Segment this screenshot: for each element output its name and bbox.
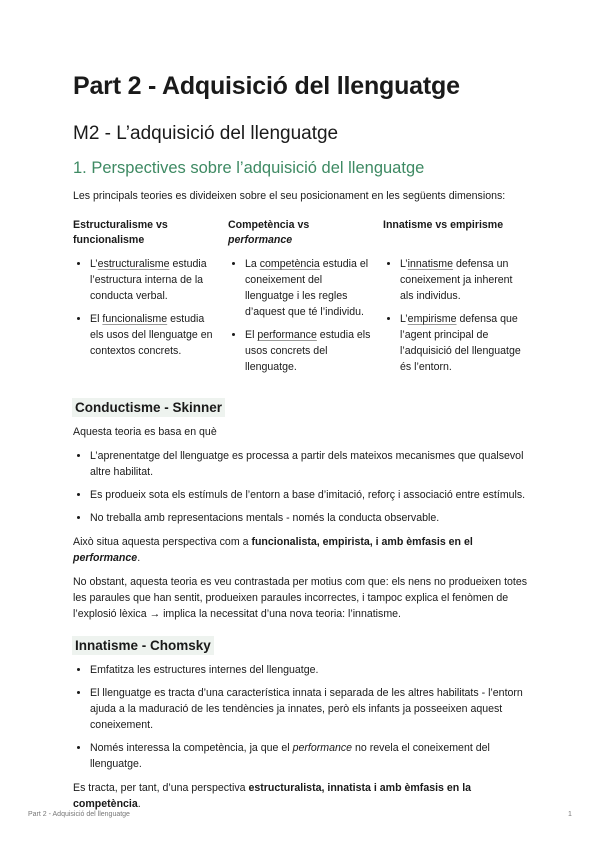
list-item: • El funcionalisme estudia els usos del llenguatge en contextos concrets. [90,311,218,359]
module-title: M2 - L’adquisició del llenguatge [73,123,339,144]
paragraph: Aquesta teoria es basa en què [73,426,217,438]
paragraph: No obstant, aquesta teoria es veu contrastada per motius com que: els nens no produeixen totes les paraules que han sentit, produeixen paraules incorrectes, i tampoc explica el fenòmen de l’explosió lèxica → implica la necessitat d’una nova teoria: l’innatisme. [73,576,528,620]
column-heading: Estructuralisme vs funcionalisme [73,219,168,246]
list-item: • L’estructuralisme estudia l’estructura interna de la conducta verbal. [90,256,218,304]
innatisme-heading: Innatisme - Chomsky [72,636,214,655]
column-heading: Innatisme vs empirisme [383,219,504,231]
list-item: • La competència estudia el coneixement del llenguatge i les regles d’aquest que té l’individu. [245,256,373,320]
paragraph: Es tracta, per tant, d’una perspectiva estructuralista, innatista i amb èmfasis en la competència. [73,782,472,810]
document-page [73,72,533,820]
list-item: • Es produeix sota els estímuls de l’entorn a base d’imitació, reforç i associació entre estímuls. [90,487,533,503]
list-item: • El performance estudia els usos concrets del llenguatge. [245,327,373,375]
paragraph: Això situa aquesta perspectiva com a funcionalista, empirista, i amb èmfasis en el performance. [73,536,473,564]
list-item: • L’innatisme defensa un coneixement ja inherent als individus. [400,256,528,304]
section-intro: Les principals teories es divideixen sobre el seu posicionament en les següents dimensions: [73,190,506,202]
conductisme-list [73,448,533,526]
list-item: • Només interessa la competència, ja que el performance no revela el coneixement del llenguatge. [90,740,533,772]
innatisme-list [73,662,533,772]
column-structuralism [73,218,218,382]
conductisme-heading: Conductisme - Skinner [72,398,225,417]
list-item: • El llenguatge es tracta d’una característica innata i separada de les altres habilitats - l’entorn ajuda a la maduració de les tendències ja innates, però els infants ja posseeixen aquest coneixement. [90,685,533,733]
page-number: 1 [568,811,572,818]
list-item: • No treballa amb representacions mentals - només la conducta observable. [90,510,533,526]
page-title: Part 2 - Adquisició del llenguatge [73,72,460,100]
column-innatism [383,218,528,382]
list-item: • Emfatitza les estructures internes del llenguatge. [90,662,533,678]
column-competence [228,218,373,382]
footer-text: Part 2 - Adquisició del llenguatge [28,811,130,818]
section-heading: 1. Perspectives sobre l’adquisició del llenguatge [73,159,425,177]
column-heading: Competència vs performance [228,219,310,246]
list-item: • L’empirisme defensa que l’agent principal de l’adquisició del llenguatge és l’entorn. [400,311,528,375]
dimensions-columns [73,218,533,382]
list-item: • L’aprenentatge del llenguatge es processa a partir dels mateixos mecanismes que qualsevol altre habilitat. [90,448,533,480]
